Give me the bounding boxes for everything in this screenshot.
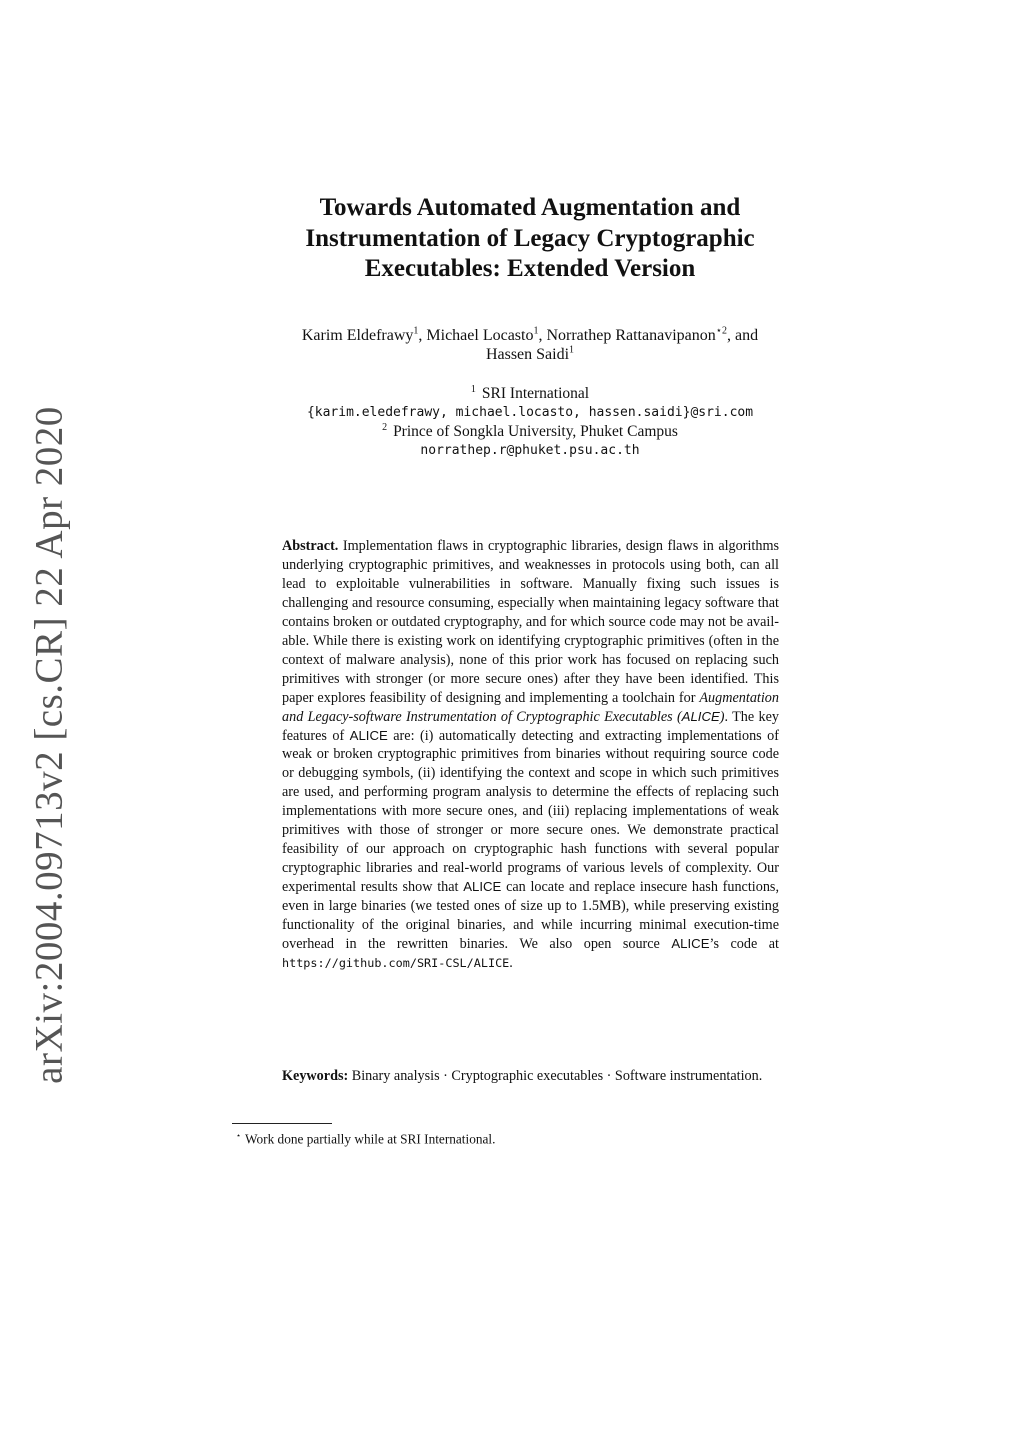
affiliation-1: [240, 384, 820, 403]
title-line: Executables: Extended Version: [364, 255, 696, 282]
author-name: Norrathep Rattanavipanon: [546, 327, 716, 344]
abstract-text: . The key features of: [282, 708, 779, 744]
author-list: Karim Eldefrawy$^1$, Michael Locasto$^1$, Norrathep Rattanavipanon$^{⋆2}$, and Hassen Saidi$^1$: [301, 325, 759, 363]
author-name: Karim Eldefrawy: [301, 327, 414, 344]
code-repository-link[interactable]: https://github.com/SRI-CSL/ALICE: [282, 955, 510, 970]
title-line: Towards Automated Augmentation and: [319, 194, 741, 221]
affiliation-number: 2: [382, 421, 388, 433]
arxiv-identifier-text: arXiv:2004.09713v2 [cs.CR] 22 Apr 2020: [27, 406, 71, 1084]
affiliation-name: SRI International: [481, 385, 590, 402]
affiliation-2: [240, 422, 820, 441]
keywords-text: Binary analysis · Cryptographic executables · Software instrumentation.: [351, 1068, 763, 1084]
affiliation-number: 1: [470, 383, 476, 395]
affiliations: [240, 384, 820, 460]
tool-acronym: ALICE: [463, 879, 502, 895]
author-affiliation-mark: 1: [569, 344, 575, 356]
keywords: [282, 1067, 779, 1086]
affiliation-1-emails: {karim.eledefrawy, michael.locasto, hassen.saidi}@sri.com: [306, 405, 754, 420]
abstract-text: .: [509, 954, 513, 971]
abstract-text: can locate and replace insecure hash functions, even in large binaries (we tested ones of size up to 1.5MB), while preserving existing functionality of the original binaries, and while incurring minimal execution-time overhead in the rewritten binaries. We also open source: [282, 879, 779, 953]
title-line: Instrumentation of Legacy Cryptographic: [305, 224, 755, 252]
tool-acronym: ALICE: [681, 708, 720, 724]
footnote-divider: [232, 1123, 332, 1124]
author-conjunction: and: [735, 327, 759, 344]
author-affiliation-mark: 1: [413, 325, 419, 337]
footnote-mark: ⋆: [236, 1131, 242, 1140]
paper-title: [230, 193, 830, 285]
abstract-text: Implementation flaws in cryptographic libraries, design flaws in algorithms underlying cryptographic primitives, and weaknesses in protocols using both, can all lead to exploitable vulnerabilities in software. Manually fixing such issues is challenging and resource consuming, especially when maintaining legacy software that contains broken or outdated cryptography, and for which source code may not be available. While there is existing work on identifying cryptographic primitives (often in the context of malware analysis), none of this prior work has focused on replacing such primitives with stronger (or more secure ones) after they have been identified. This paper explores feasibility of designing and implementing a toolchain for: [282, 538, 780, 706]
affiliation-name: Prince of Songkla University, Phuket Campus: [393, 423, 678, 440]
abstract-text: ’s code at: [709, 936, 780, 953]
tool-acronym: ALICE: [349, 727, 388, 743]
italic-close: ): [719, 708, 725, 725]
author-affiliation-mark: 1: [533, 325, 539, 337]
affiliation-2-email: norrathep.r@phuket.psu.ac.th: [420, 443, 640, 458]
keywords-label: Keywords:: [282, 1068, 349, 1084]
footnote: [236, 1127, 796, 1147]
abstract-text: are: (i) automatically detecting and extracting implementations of weak or broken cryptographic primitives from binaries without requiring source code or debugging symbols, (ii) identifying the context and scope in which such primitives are used, and performing program analysis to determine the effects of replacing such implementations with more secure ones, and (iii) replacing implementations of weak primitives with those of stronger or more secure ones. We demonstrate practical feasibility of our approach on cryptographic hash functions with several popular cryptographic libraries and real-world programs of various levels of complexity. Our experimental results show that: [282, 727, 779, 896]
abstract-label: Abstract.: [282, 538, 339, 554]
abstract: [282, 537, 779, 973]
author-name: Hassen Saidi: [485, 346, 570, 363]
tool-acronym: ALICE: [671, 936, 710, 952]
tool-full-name: Augmentation and Legacy-software Instrumentation of Cryptographic Executables (: [282, 689, 779, 725]
author-affiliation-mark: ⋆2: [715, 325, 728, 337]
footnote-text: Work done partially while at SRI International.: [245, 1131, 496, 1147]
author-name: Michael Locasto: [426, 327, 534, 344]
